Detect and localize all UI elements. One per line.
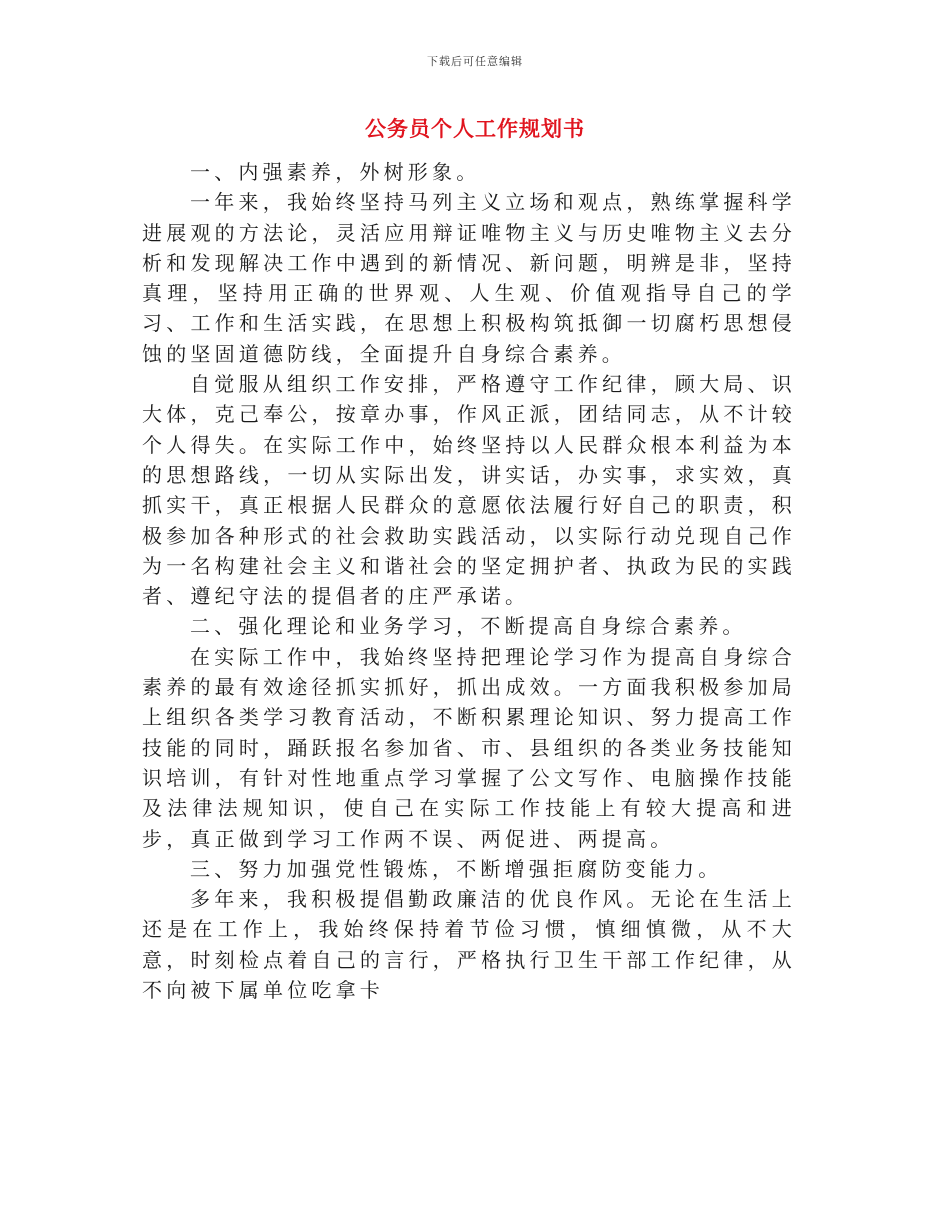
header-note: 下载后可任意编辑 [427,55,523,68]
section-heading-3: 三、努力加强党性锻炼，不断增强拒腐防变能力。 [190,856,723,881]
document-title: 公务员个人工作规划书 [365,116,585,141]
document-body [142,157,796,1005]
paragraph: 自觉服从组织工作安排，严格遵守工作纪律，顾大局、识大体，克己奉公，按章办事，作风正派，团结同志，从不计较个人得失。在实际工作中，始终坚持以人民群众根本利益为本的思想路线，一切从实际出发，讲实话，办实事，求实效，真抓实干，真正根据人民群众的意愿依法履行好自己的职责，积极参加各种形式的社会救助实践活动，以实际行动兑现自己作为一名构建社会主义和谐社会的坚定拥护者、执政为民的实践者、遵纪守法的提倡者的庄严承诺。 [142,372,796,609]
paragraph: 一年来，我始终坚持马列主义立场和观点，熟练掌握科学进展观的方法论，灵活应用辩证唯物主义与历史唯物主义去分析和发现解决工作中遇到的新情况、新问题，明辨是非，坚持真理，坚持用正确的世界观、人生观、价值观指导自己的学习、工作和生活实践，在思想上积极构筑抵御一切腐朽思想侵蚀的坚固道德防线，全面提升自身综合素养。 [142,190,796,366]
section-heading-1: 一、内强素养，外树形象。 [190,160,481,184]
section-heading-2: 二、强化理论和业务学习，不断提高自身综合素养。 [190,614,747,639]
paragraph: 多年来，我积极提倡勤政廉洁的优良作风。无论在生活上还是在工作上，我始终保持着节俭习惯，慎细慎微，从不大意，时刻检点着自己的言行，严格执行卫生干部工作纪律，从不向被下属单位吃拿卡 [142,887,796,1003]
paragraph: 在实际工作中，我始终坚持把理论学习作为提高自身综合素养的最有效途径抓实抓好，抓出成效。一方面我积极参加局上组织各类学习教育活动，不断积累理论知识、努力提高工作技能的同时，踊跃报名参加省、市、县组织的各类业务技能知识培训，有针对性地重点学习掌握了公文写作、电脑操作技能及法律法规知识，使自己在实际工作技能上有较大提高和进步，真正做到学习工作两不误、两促进、两提高。 [142,644,796,851]
